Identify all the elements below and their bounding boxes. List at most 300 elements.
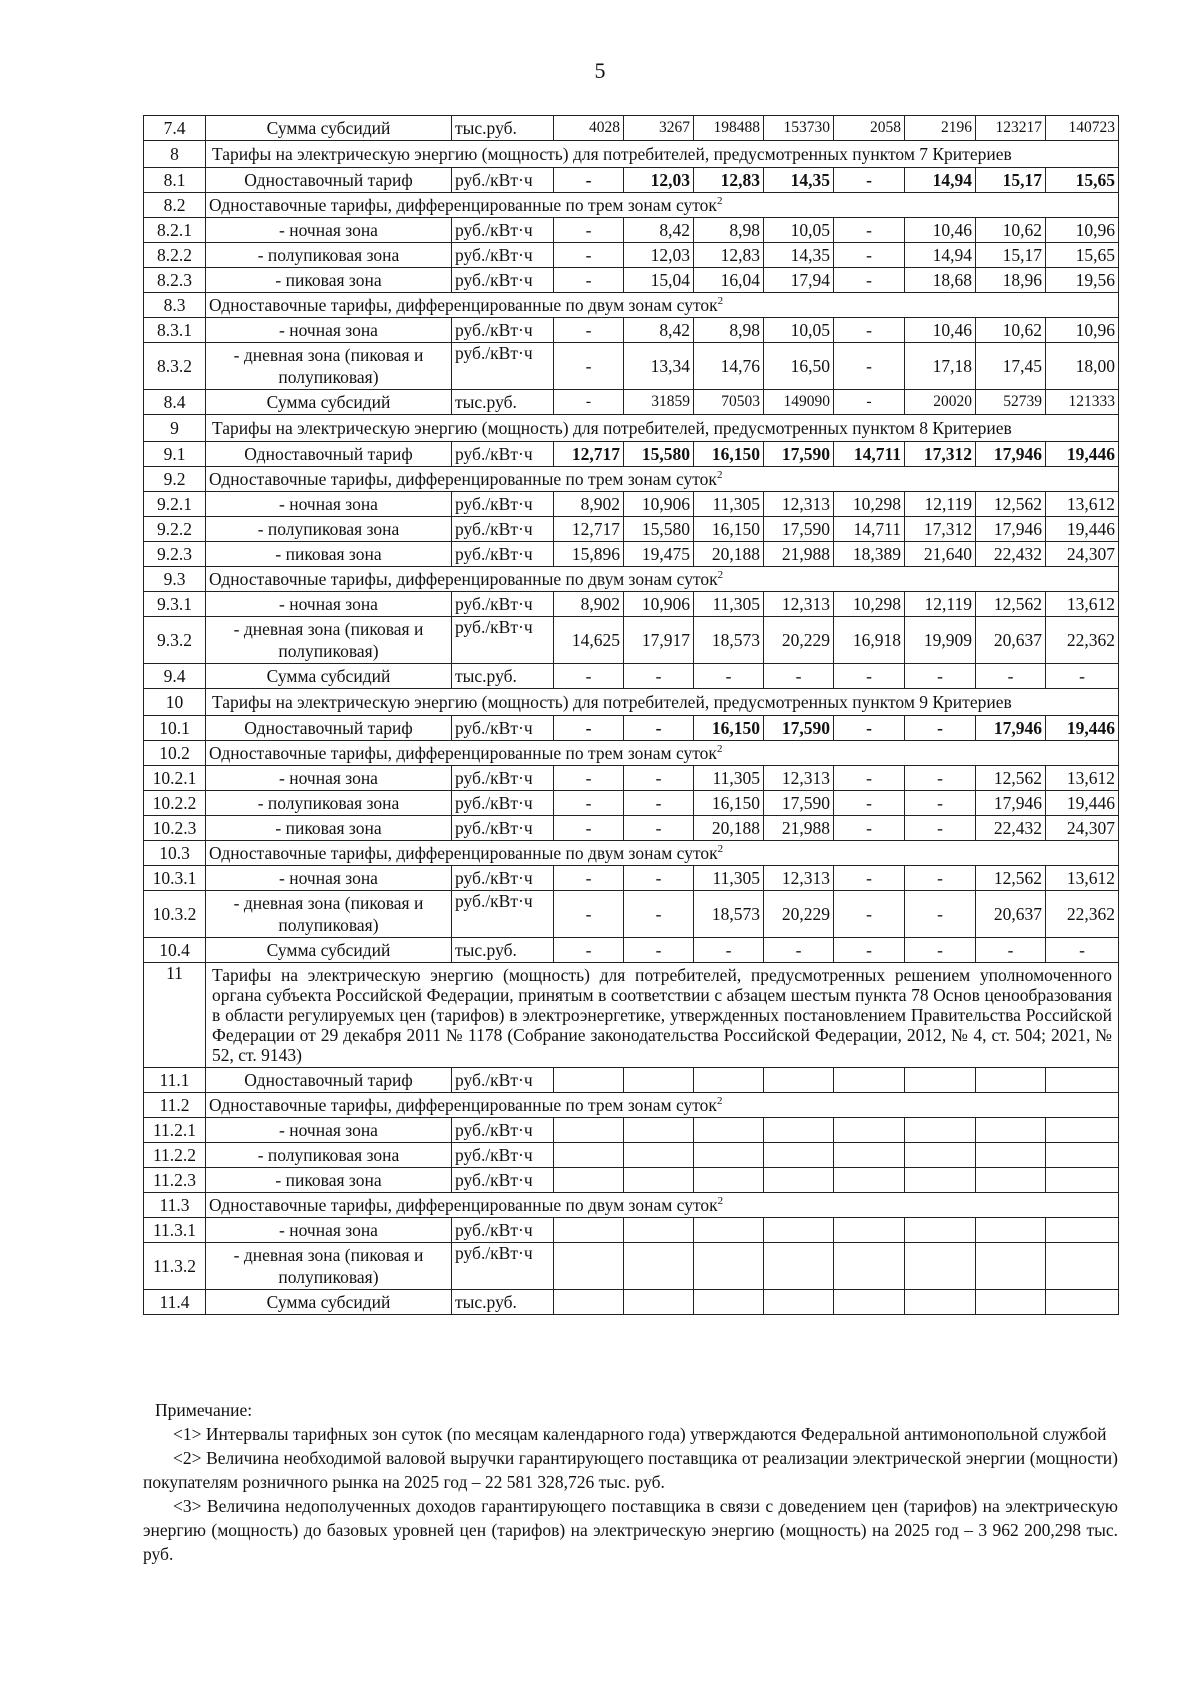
- table-row: [144, 218, 1119, 243]
- value-cell: -: [554, 816, 624, 841]
- row-name: - дневная зона (пиковая и полупиковая): [206, 891, 452, 938]
- group-title-text: Одноставочные тарифы, дифференцированные по двум зонам суток: [209, 295, 718, 315]
- value-cell: [694, 1143, 764, 1168]
- value-cell: 13,612: [1046, 492, 1119, 517]
- value-cell: [1046, 1143, 1119, 1168]
- value-cell: -: [905, 664, 976, 689]
- note-item-3: <3> Величина недополученных доходов гарантирующего поставщика в связи с доведением цен (тарифов) на электрическую энергию (мощность) до базовых уровней цен (тарифов) на электрическую энергию (мощность) на 2025 год – 3 962 200,298 тыс. руб.: [143, 1496, 1118, 1564]
- value-cell: [976, 1218, 1046, 1243]
- value-cell: 22,432: [976, 542, 1046, 567]
- value-cell: 12,562: [976, 492, 1046, 517]
- row-name: - пиковая зона: [206, 542, 452, 567]
- value-cell: 12,119: [905, 492, 976, 517]
- value-cell: 14,35: [764, 243, 834, 268]
- table-group-row: [144, 293, 1119, 318]
- value-cell: 18,96: [976, 268, 1046, 293]
- row-number: 11.3: [144, 1193, 206, 1218]
- table-group-row: [144, 415, 1119, 442]
- value-cell: 20020: [905, 390, 976, 415]
- row-unit: руб./кВт·ч: [452, 816, 554, 841]
- table-group-row: [144, 467, 1119, 492]
- value-cell: 12,83: [694, 243, 764, 268]
- row-unit: руб./кВт·ч: [452, 1218, 554, 1243]
- value-cell: 17,590: [764, 517, 834, 542]
- value-cell: -: [834, 243, 905, 268]
- row-number: 9.3.2: [144, 617, 206, 664]
- value-cell: 17,590: [764, 716, 834, 741]
- table-group-row: [144, 741, 1119, 766]
- row-unit: тыс.руб.: [452, 938, 554, 963]
- value-cell: 19,909: [905, 617, 976, 664]
- value-cell: [905, 1143, 976, 1168]
- value-cell: 13,34: [624, 343, 694, 390]
- value-cell: -: [624, 891, 694, 938]
- row-unit: тыс.руб.: [452, 390, 554, 415]
- value-cell: 8,98: [694, 318, 764, 343]
- value-cell: 22,432: [976, 816, 1046, 841]
- value-cell: 19,446: [1046, 716, 1119, 741]
- value-cell: 10,46: [905, 318, 976, 343]
- table-row: [144, 1290, 1119, 1315]
- value-cell: -: [554, 938, 624, 963]
- row-number: 10.2: [144, 741, 206, 766]
- value-cell: 8,42: [624, 318, 694, 343]
- value-cell: [764, 1118, 834, 1143]
- row-number: 11.1: [144, 1068, 206, 1093]
- value-cell: 198488: [694, 116, 764, 141]
- row-number: 10.3: [144, 841, 206, 866]
- table-group-row: [144, 567, 1119, 592]
- row-name: - полупиковая зона: [206, 243, 452, 268]
- value-cell: 17,45: [976, 343, 1046, 390]
- value-cell: [554, 1168, 624, 1193]
- group-title: [206, 689, 1119, 716]
- value-cell: -: [905, 891, 976, 938]
- value-cell: 12,562: [976, 592, 1046, 617]
- value-cell: 11,305: [694, 766, 764, 791]
- value-cell: 52739: [976, 390, 1046, 415]
- value-cell: -: [624, 716, 694, 741]
- value-cell: [764, 1290, 834, 1315]
- value-cell: [905, 1243, 976, 1290]
- value-cell: -: [554, 243, 624, 268]
- value-cell: [905, 1118, 976, 1143]
- value-cell: 20,637: [976, 891, 1046, 938]
- table-group-row: [144, 963, 1119, 1068]
- value-cell: 10,906: [624, 492, 694, 517]
- value-cell: -: [834, 791, 905, 816]
- value-cell: -: [834, 766, 905, 791]
- value-cell: 15,580: [624, 517, 694, 542]
- value-cell: 24,307: [1046, 816, 1119, 841]
- row-unit: тыс.руб.: [452, 1290, 554, 1315]
- table-row: [144, 816, 1119, 841]
- value-cell: 2058: [834, 116, 905, 141]
- row-number: 11.4: [144, 1290, 206, 1315]
- footnote-marker: 2: [717, 1195, 724, 1208]
- footnote-marker: 2: [717, 843, 724, 856]
- value-cell: [834, 1290, 905, 1315]
- row-name: - пиковая зона: [206, 816, 452, 841]
- table-row: [144, 716, 1119, 741]
- row-unit: руб./кВт·ч: [452, 218, 554, 243]
- value-cell: -: [834, 866, 905, 891]
- value-cell: 10,46: [905, 218, 976, 243]
- table-group-row: [144, 193, 1119, 218]
- row-number: 10.2.1: [144, 766, 206, 791]
- row-unit: руб./кВт·ч: [452, 716, 554, 741]
- value-cell: -: [905, 791, 976, 816]
- table-row: [144, 1168, 1119, 1193]
- value-cell: 14,711: [834, 442, 905, 467]
- row-name: Сумма субсидий: [206, 390, 452, 415]
- value-cell: [834, 1143, 905, 1168]
- table-row: [144, 243, 1119, 268]
- value-cell: 4028: [554, 116, 624, 141]
- value-cell: 10,96: [1046, 218, 1119, 243]
- row-number: 8.3.2: [144, 343, 206, 390]
- row-name: Сумма субсидий: [206, 1290, 452, 1315]
- row-name: Сумма субсидий: [206, 664, 452, 689]
- value-cell: 16,150: [694, 791, 764, 816]
- row-number: 10.4: [144, 938, 206, 963]
- value-cell: -: [554, 791, 624, 816]
- value-cell: 15,65: [1046, 168, 1119, 193]
- value-cell: 3267: [624, 116, 694, 141]
- group-title-text: Тарифы на электрическую энергию (мощность) для потребителей, предусмотренных решением уполномоченного органа субъекта Российской Федерации, принятым в соответствии с абзацем шестым пункта 78 Основ ценообразования в области регулируемых цен (тарифов) в электроэнергетике, утвержденных постановлением Правительства Российской Федерации от 29 декабря 2011 № 1178 (Собрание законодательства Российской Федерации, 2012, № 4, ст. 504; 2021, № 52, ст. 9143): [212, 965, 1112, 1065]
- value-cell: 16,50: [764, 343, 834, 390]
- row-number: 11.2.3: [144, 1168, 206, 1193]
- group-title-text: Одноставочные тарифы, дифференцированные по трем зонам суток: [209, 195, 717, 215]
- table-row: [144, 268, 1119, 293]
- row-unit: руб./кВт·ч: [452, 343, 554, 390]
- value-cell: 15,17: [976, 243, 1046, 268]
- table-row: [144, 617, 1119, 664]
- value-cell: [976, 1143, 1046, 1168]
- value-cell: 16,918: [834, 617, 905, 664]
- value-cell: 16,150: [694, 442, 764, 467]
- row-unit: руб./кВт·ч: [452, 866, 554, 891]
- row-name: - ночная зона: [206, 218, 452, 243]
- row-number: 9.2.3: [144, 542, 206, 567]
- value-cell: 18,68: [905, 268, 976, 293]
- value-cell: 8,902: [554, 492, 624, 517]
- value-cell: 17,946: [976, 517, 1046, 542]
- value-cell: 12,562: [976, 766, 1046, 791]
- value-cell: 123217: [976, 116, 1046, 141]
- value-cell: -: [976, 938, 1046, 963]
- group-title: [206, 293, 1119, 318]
- row-number: 9.2.1: [144, 492, 206, 517]
- group-title-text: Одноставочные тарифы, дифференцированные по трем зонам суток: [209, 469, 717, 489]
- value-cell: 12,717: [554, 442, 624, 467]
- value-cell: 10,05: [764, 218, 834, 243]
- value-cell: [624, 1243, 694, 1290]
- value-cell: 17,590: [764, 442, 834, 467]
- table-row: [144, 891, 1119, 938]
- value-cell: 17,946: [976, 716, 1046, 741]
- row-number: 8.2.3: [144, 268, 206, 293]
- table-group-row: [144, 1093, 1119, 1118]
- value-cell: 14,625: [554, 617, 624, 664]
- group-title: [206, 467, 1119, 492]
- row-name: - дневная зона (пиковая и полупиковая): [206, 617, 452, 664]
- value-cell: [905, 1168, 976, 1193]
- table-row: [144, 866, 1119, 891]
- value-cell: -: [905, 716, 976, 741]
- row-unit: руб./кВт·ч: [452, 492, 554, 517]
- value-cell: -: [834, 891, 905, 938]
- table-row: [144, 1143, 1119, 1168]
- row-number: 9.1: [144, 442, 206, 467]
- value-cell: -: [554, 891, 624, 938]
- value-cell: 10,298: [834, 592, 905, 617]
- row-number: 10.3.1: [144, 866, 206, 891]
- value-cell: [976, 1290, 1046, 1315]
- value-cell: [694, 1168, 764, 1193]
- value-cell: [624, 1118, 694, 1143]
- value-cell: [834, 1218, 905, 1243]
- row-name: - пиковая зона: [206, 268, 452, 293]
- value-cell: -: [554, 390, 624, 415]
- value-cell: 31859: [624, 390, 694, 415]
- value-cell: -: [554, 168, 624, 193]
- value-cell: 8,902: [554, 592, 624, 617]
- value-cell: [694, 1218, 764, 1243]
- value-cell: [764, 1218, 834, 1243]
- value-cell: -: [554, 766, 624, 791]
- value-cell: -: [905, 938, 976, 963]
- value-cell: -: [834, 268, 905, 293]
- group-title-text: Тарифы на электрическую энергию (мощность) для потребителей, предусмотренных пунктом 9 Критериев: [212, 692, 1012, 712]
- value-cell: 14,35: [764, 168, 834, 193]
- table-row: [144, 492, 1119, 517]
- value-cell: 149090: [764, 390, 834, 415]
- group-title: [206, 1093, 1119, 1118]
- row-number: 10: [144, 689, 206, 716]
- value-cell: 12,313: [764, 492, 834, 517]
- table-row: [144, 1118, 1119, 1143]
- row-number: 8.2.1: [144, 218, 206, 243]
- value-cell: -: [905, 816, 976, 841]
- row-name: Одноставочный тариф: [206, 442, 452, 467]
- table-group-row: [144, 841, 1119, 866]
- row-unit: руб./кВт·ч: [452, 1068, 554, 1093]
- value-cell: [834, 1118, 905, 1143]
- value-cell: [624, 1143, 694, 1168]
- group-title: [206, 193, 1119, 218]
- group-title: [206, 1193, 1119, 1218]
- value-cell: [1046, 1118, 1119, 1143]
- value-cell: -: [694, 938, 764, 963]
- value-cell: 12,717: [554, 517, 624, 542]
- value-cell: 20,229: [764, 891, 834, 938]
- row-name: - ночная зона: [206, 492, 452, 517]
- value-cell: 15,580: [624, 442, 694, 467]
- value-cell: -: [1046, 664, 1119, 689]
- value-cell: 10,62: [976, 318, 1046, 343]
- value-cell: 12,03: [624, 243, 694, 268]
- value-cell: [764, 1168, 834, 1193]
- row-unit: тыс.руб.: [452, 116, 554, 141]
- row-name: - дневная зона (пиковая и полупиковая): [206, 343, 452, 390]
- value-cell: 16,150: [694, 716, 764, 741]
- value-cell: -: [834, 938, 905, 963]
- table-row: [144, 343, 1119, 390]
- value-cell: 14,94: [905, 168, 976, 193]
- group-title-text: Одноставочные тарифы, дифференцированные по трем зонам суток: [209, 1095, 717, 1115]
- value-cell: 140723: [1046, 116, 1119, 141]
- value-cell: 22,362: [1046, 891, 1119, 938]
- value-cell: 17,312: [905, 442, 976, 467]
- value-cell: -: [834, 816, 905, 841]
- value-cell: -: [554, 664, 624, 689]
- value-cell: 15,896: [554, 542, 624, 567]
- note-item-2: <2> Величина необходимой валовой выручки гарантирующего поставщика от реализации электрической энергии (мощности) покупателям розничного рынка на 2025 год – 22 581 328,726 тыс. руб.: [143, 1448, 1118, 1492]
- value-cell: [764, 1068, 834, 1093]
- row-name: Сумма субсидий: [206, 116, 452, 141]
- note-item-1: <1> Интервалы тарифных зон суток (по месяцам календарного года) утверждаются Федеральной антимонопольной службой: [173, 1424, 1107, 1444]
- value-cell: -: [764, 938, 834, 963]
- row-number: 7.4: [144, 116, 206, 141]
- value-cell: 10,05: [764, 318, 834, 343]
- value-cell: -: [834, 716, 905, 741]
- value-cell: 12,313: [764, 866, 834, 891]
- value-cell: 12,313: [764, 766, 834, 791]
- value-cell: 17,946: [976, 791, 1046, 816]
- value-cell: 153730: [764, 116, 834, 141]
- value-cell: [976, 1118, 1046, 1143]
- row-number: 11.2.2: [144, 1143, 206, 1168]
- row-number: 8.2: [144, 193, 206, 218]
- value-cell: 16,150: [694, 517, 764, 542]
- value-cell: [976, 1243, 1046, 1290]
- group-title: [206, 963, 1119, 1068]
- value-cell: [624, 1290, 694, 1315]
- row-number: 9.2: [144, 467, 206, 492]
- value-cell: [1046, 1218, 1119, 1243]
- row-number: 8.1: [144, 168, 206, 193]
- value-cell: 19,446: [1046, 442, 1119, 467]
- group-title-text: Одноставочные тарифы, дифференцированные по двум зонам суток: [209, 1195, 718, 1215]
- row-number: 8: [144, 141, 206, 168]
- value-cell: 8,98: [694, 218, 764, 243]
- value-cell: 16,04: [694, 268, 764, 293]
- value-cell: -: [834, 218, 905, 243]
- value-cell: -: [834, 343, 905, 390]
- value-cell: 10,906: [624, 592, 694, 617]
- row-unit: руб./кВт·ч: [452, 1118, 554, 1143]
- value-cell: -: [905, 866, 976, 891]
- value-cell: 2196: [905, 116, 976, 141]
- row-number: 8.3.1: [144, 318, 206, 343]
- row-unit: руб./кВт·ч: [452, 442, 554, 467]
- row-name: - ночная зона: [206, 766, 452, 791]
- row-name: - полупиковая зона: [206, 517, 452, 542]
- row-name: - пиковая зона: [206, 1168, 452, 1193]
- value-cell: [554, 1118, 624, 1143]
- group-title: [206, 841, 1119, 866]
- row-name: - ночная зона: [206, 1118, 452, 1143]
- footnote-marker: 2: [716, 195, 723, 208]
- row-unit: руб./кВт·ч: [452, 891, 554, 938]
- row-number: 10.3.2: [144, 891, 206, 938]
- value-cell: -: [624, 816, 694, 841]
- table-row: [144, 791, 1119, 816]
- row-unit: руб./кВт·ч: [452, 517, 554, 542]
- table-row: [144, 1218, 1119, 1243]
- value-cell: -: [554, 716, 624, 741]
- value-cell: 11,305: [694, 592, 764, 617]
- row-name: - дневная зона (пиковая и полупиковая): [206, 1243, 452, 1290]
- table-group-row: [144, 689, 1119, 716]
- value-cell: 13,612: [1046, 592, 1119, 617]
- row-name: - полупиковая зона: [206, 1143, 452, 1168]
- value-cell: 19,56: [1046, 268, 1119, 293]
- footnote-marker: 2: [717, 569, 724, 582]
- row-name: - ночная зона: [206, 866, 452, 891]
- notes-heading: Примечание:: [155, 1400, 253, 1420]
- value-cell: 21,988: [764, 816, 834, 841]
- footnote-marker: 2: [716, 743, 723, 756]
- row-number: 9.4: [144, 664, 206, 689]
- value-cell: 17,312: [905, 517, 976, 542]
- value-cell: 19,475: [624, 542, 694, 567]
- value-cell: 10,96: [1046, 318, 1119, 343]
- value-cell: -: [834, 318, 905, 343]
- value-cell: -: [554, 866, 624, 891]
- row-number: 9.2.2: [144, 517, 206, 542]
- value-cell: [694, 1118, 764, 1143]
- value-cell: 121333: [1046, 390, 1119, 415]
- row-number: 10.1: [144, 716, 206, 741]
- value-cell: 22,362: [1046, 617, 1119, 664]
- footnote-marker: 2: [716, 1095, 723, 1108]
- value-cell: [976, 1068, 1046, 1093]
- footnote-marker: 2: [717, 295, 724, 308]
- value-cell: [905, 1218, 976, 1243]
- group-title: [206, 141, 1119, 168]
- table-row: [144, 318, 1119, 343]
- row-name: Одноставочный тариф: [206, 168, 452, 193]
- group-title-text: Тарифы на электрическую энергию (мощность) для потребителей, предусмотренных пунктом 7 Критериев: [212, 144, 1012, 164]
- value-cell: [554, 1068, 624, 1093]
- value-cell: [976, 1168, 1046, 1193]
- table-row: [144, 517, 1119, 542]
- value-cell: 12,562: [976, 866, 1046, 891]
- value-cell: [554, 1143, 624, 1168]
- value-cell: [834, 1243, 905, 1290]
- row-number: 11: [144, 963, 206, 1068]
- value-cell: -: [834, 390, 905, 415]
- value-cell: 20,229: [764, 617, 834, 664]
- row-name: - ночная зона: [206, 592, 452, 617]
- table-row: [144, 664, 1119, 689]
- value-cell: [694, 1290, 764, 1315]
- group-title-text: Тарифы на электрическую энергию (мощность) для потребителей, предусмотренных пунктом 8 Критериев: [212, 418, 1012, 438]
- value-cell: 14,76: [694, 343, 764, 390]
- row-unit: руб./кВт·ч: [452, 1143, 554, 1168]
- value-cell: [905, 1290, 976, 1315]
- value-cell: 18,00: [1046, 343, 1119, 390]
- table-row: [144, 938, 1119, 963]
- value-cell: 8,42: [624, 218, 694, 243]
- value-cell: 20,188: [694, 816, 764, 841]
- value-cell: [834, 1068, 905, 1093]
- value-cell: 21,640: [905, 542, 976, 567]
- row-unit: руб./кВт·ч: [452, 268, 554, 293]
- value-cell: 10,298: [834, 492, 905, 517]
